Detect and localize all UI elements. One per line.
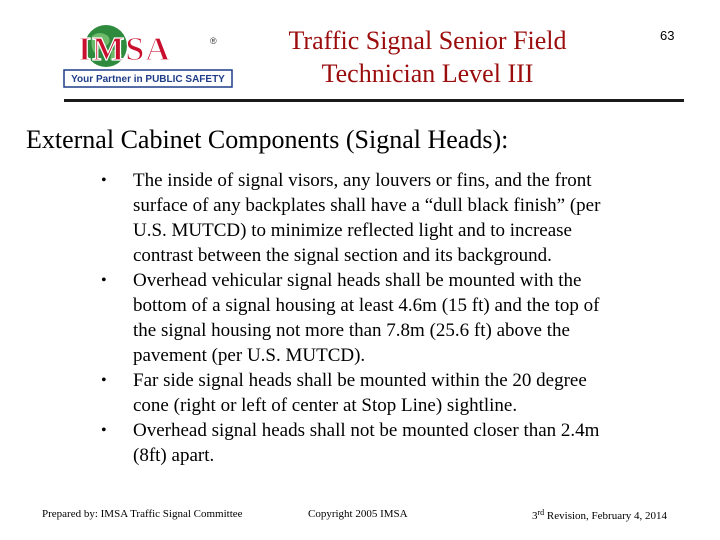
bullet-line: contrast between the signal section and its background. [133,245,552,266]
title-line-2: Technician Level III [321,59,534,88]
bullet-item-3 [95,368,655,418]
bullet-line: (8ft) apart. [133,445,215,466]
bullet-line: pavement (per U.S. MUTCD). [133,345,366,366]
imsa-logo-graphic [62,22,234,88]
logo-wordmark: IMSA [78,31,171,68]
bullet-line: Overhead vehicular signal heads shall be mounted with the [133,270,582,291]
bullet-line: Far side signal heads shall be mounted within the 20 degree [133,370,587,391]
bullet-dot: • [101,422,107,439]
revision-ordinal-suffix: rd [537,508,545,517]
bullet-item-2 [95,268,655,368]
logo-tagline: Your Partner in PUBLIC SAFETY [71,74,225,85]
bullet-item-4 [95,418,655,468]
imsa-logo [62,22,234,88]
bullet-dot: • [101,372,107,389]
bullet-item-1 [95,168,655,268]
page-number: 63 [660,28,675,43]
bullet-line: U.S. MUTCD) to minimize reflected light and to increase [133,220,572,241]
registered-mark: ® [210,36,217,46]
footer-prepared-by: Prepared by: IMSA Traffic Signal Committee [42,508,243,520]
bullet-line: The inside of signal visors, any louvers or fins, and the front [133,170,592,191]
bullet-line: Overhead signal heads shall not be mounted closer than 2.4m [133,420,600,441]
bullet-line: surface of any backplates shall have a “dull black finish” (per [133,195,601,216]
bullet-dot: • [101,272,107,289]
section-heading: External Cabinet Components (Signal Heads): [26,125,509,154]
title-line-1: Traffic Signal Senior Field [288,26,567,55]
header-divider [64,99,684,102]
bullet-line: the signal housing not more than 7.8m (25.6 ft) above the [133,320,570,341]
footer-revision [532,508,667,522]
footer-copyright: Copyright 2005 IMSA [308,508,408,520]
revision-date: Revision, February 4, 2014 [544,510,667,522]
revision-number: 3 [532,510,538,522]
bullet-dot: • [101,172,107,189]
bullet-line: bottom of a signal housing at least 4.6m (15 ft) and the top of [133,295,600,316]
slide-title [250,24,605,90]
bullet-line: cone (right or left of center at Stop Line) sightline. [133,395,518,416]
bullet-list [95,168,655,468]
